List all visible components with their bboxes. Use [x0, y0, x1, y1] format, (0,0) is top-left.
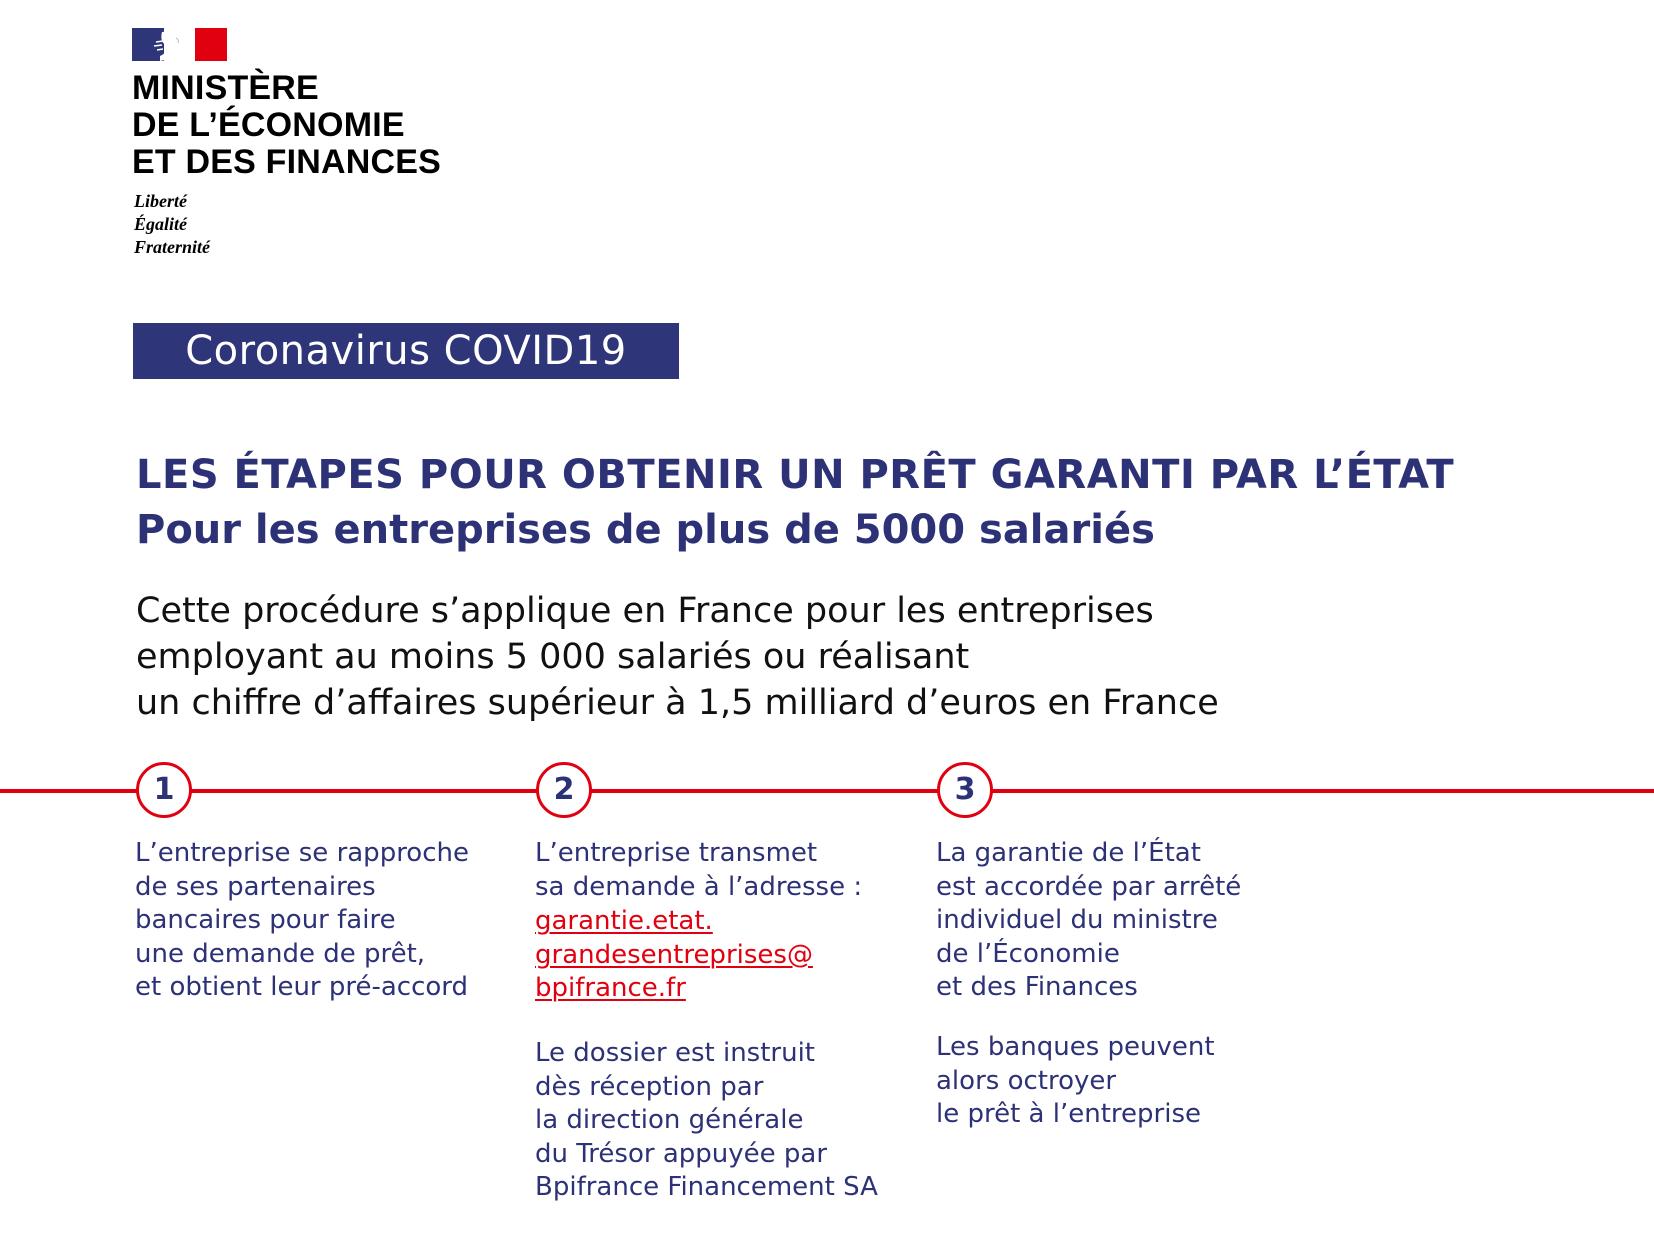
motto-line: Fraternité	[134, 237, 211, 257]
step-text-line: La garantie de l’État	[936, 838, 1201, 868]
marianne-flag-icon	[132, 28, 227, 61]
step-text-line: de ses partenaires	[135, 871, 376, 902]
step-1-number: 1	[136, 762, 192, 818]
step-text-line: Les banques peuvent	[936, 1032, 1215, 1062]
step-3-detail	[936, 1031, 1215, 1132]
republic-motto	[134, 190, 210, 259]
email-line[interactable]: garantie.etat.	[535, 906, 713, 936]
step-text-line: Bpifrance Financement SA	[535, 1172, 878, 1202]
page-title: LES ÉTAPES POUR OBTENIR UN PRÊT GARANTI PAR L’ÉTAT	[136, 452, 1455, 498]
step-text-line: la direction générale	[535, 1105, 804, 1135]
step-2-number: 2	[536, 762, 592, 818]
step-text-line: L’entreprise transmet	[535, 838, 818, 868]
step-text-line: sa demande à l’adresse :	[535, 871, 863, 902]
step-3-text	[936, 837, 1241, 1005]
motto-line: Liberté	[134, 191, 187, 211]
step-text-line: et obtient leur pré-accord	[135, 972, 469, 1002]
step-2-text	[535, 837, 862, 904]
step-text-line: alors octroyer	[936, 1065, 1117, 1096]
intro-line: un chiffre d’affaires supérieur à 1,5 milliard d’euros en France	[136, 683, 1219, 723]
step-text-line: du Trésor appuyée par	[535, 1138, 828, 1169]
intro-line: Cette procédure s’applique en France pour les entreprises	[136, 591, 1154, 631]
step-3-number: 3	[937, 762, 993, 818]
email-line[interactable]: grandesentreprises@	[535, 939, 813, 970]
motto-line: Égalité	[134, 214, 187, 234]
step-text-line: individuel du ministre	[936, 905, 1218, 935]
ministry-line: MINISTÈRE	[132, 69, 319, 107]
step-text-line: Le dossier est instruit	[535, 1038, 815, 1068]
ministry-line: DE L’ÉCONOMIE	[132, 106, 405, 144]
steps-timeline	[0, 789, 1654, 793]
ministry-line: ET DES FINANCES	[132, 143, 442, 181]
marianne-flag-logo	[132, 28, 227, 61]
step-text-line: bancaires pour faire	[135, 905, 396, 935]
step-text-line: le prêt à l’entreprise	[936, 1099, 1201, 1129]
step-text-line: est accordée par arrêté	[936, 871, 1242, 902]
step-2-detail	[535, 1037, 878, 1205]
page-subtitle: Pour les entreprises de plus de 5000 salariés	[136, 507, 1155, 553]
step-text-line: et des Finances	[936, 972, 1138, 1002]
ministry-name	[132, 70, 441, 181]
step-1-text	[135, 837, 469, 1005]
step-text-line: de l’Économie	[936, 938, 1120, 969]
step-text-line: dès réception par	[535, 1071, 764, 1102]
covid-badge: Coronavirus COVID19	[133, 323, 679, 379]
intro-line: employant au moins 5 000 salariés ou réalisant	[136, 637, 970, 677]
step-text-line: L’entreprise se rapproche	[135, 838, 469, 868]
step-text-line: une demande de prêt,	[135, 938, 426, 969]
intro-paragraph	[136, 588, 1219, 726]
email-line[interactable]: bpifrance.fr	[535, 973, 686, 1003]
contact-email-link[interactable]	[535, 905, 813, 1006]
